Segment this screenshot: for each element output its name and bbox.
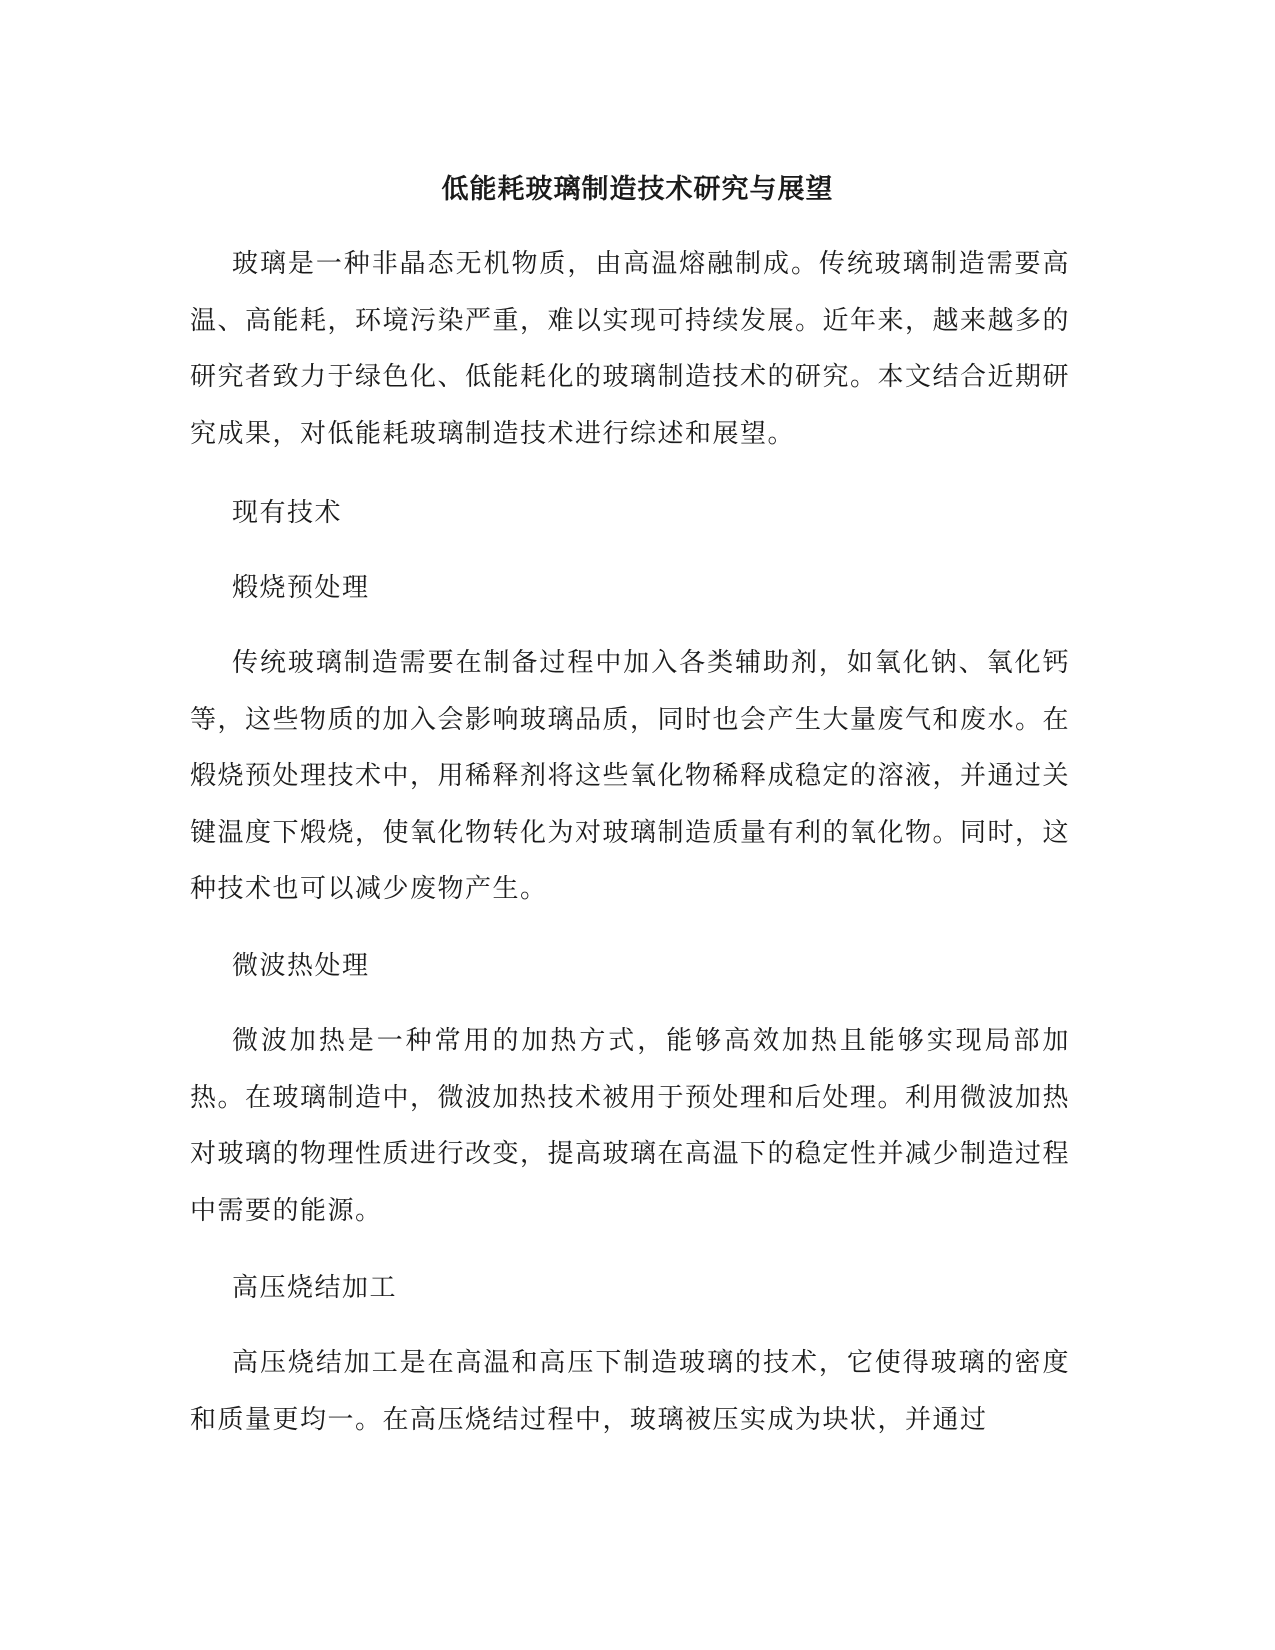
- calcination-paragraph: 传统玻璃制造需要在制备过程中加入各类辅助剂，如氧化钠、氧化钙等，这些物质的加入会影响玻璃品质，同时也会产生大量废气和废水。在煅烧预处理技术中，用稀释剂将这些氧化物稀释成稳定的溶液，并通过关键温度下煅烧，使氧化物转化为对玻璃制造质量有利的氧化物。同时，这种技术也可以减少废物产生。: [190, 648, 1071, 904]
- subsection-heading-sintering: 高压烧结加工: [232, 1273, 398, 1303]
- microwave-paragraph: 微波加热是一种常用的加热方式，能够高效加热且能够实现局部加热。在玻璃制造中，微波加热技术被用于预处理和后处理。利用微波加热对玻璃的物理性质进行改变，提高玻璃在高温下的稳定性并减少制造过程中需要的能源。: [190, 1026, 1071, 1226]
- subsection-heading-calcination: 煅烧预处理: [232, 573, 370, 603]
- section-heading-existing-tech: 现有技术: [232, 498, 343, 528]
- subsection-heading-microwave: 微波热处理: [232, 951, 370, 981]
- sintering-paragraph: 高压烧结加工是在高温和高压下制造玻璃的技术，它使得玻璃的密度和质量更均一。在高压烧结过程中，玻璃被压实成为块状，并通过: [190, 1348, 1070, 1435]
- document-title: 低能耗玻璃制造技术研究与展望: [441, 174, 834, 205]
- intro-paragraph: 玻璃是一种非晶态无机物质，由高温熔融制成。传统玻璃制造需要高温、高能耗，环境污染严重，难以实现可持续发展。近年来，越来越多的研究者致力于绿色化、低能耗化的玻璃制造技术的研究。本文结合近期研究成果，对低能耗玻璃制造技术进行综述和展望。: [190, 249, 1071, 449]
